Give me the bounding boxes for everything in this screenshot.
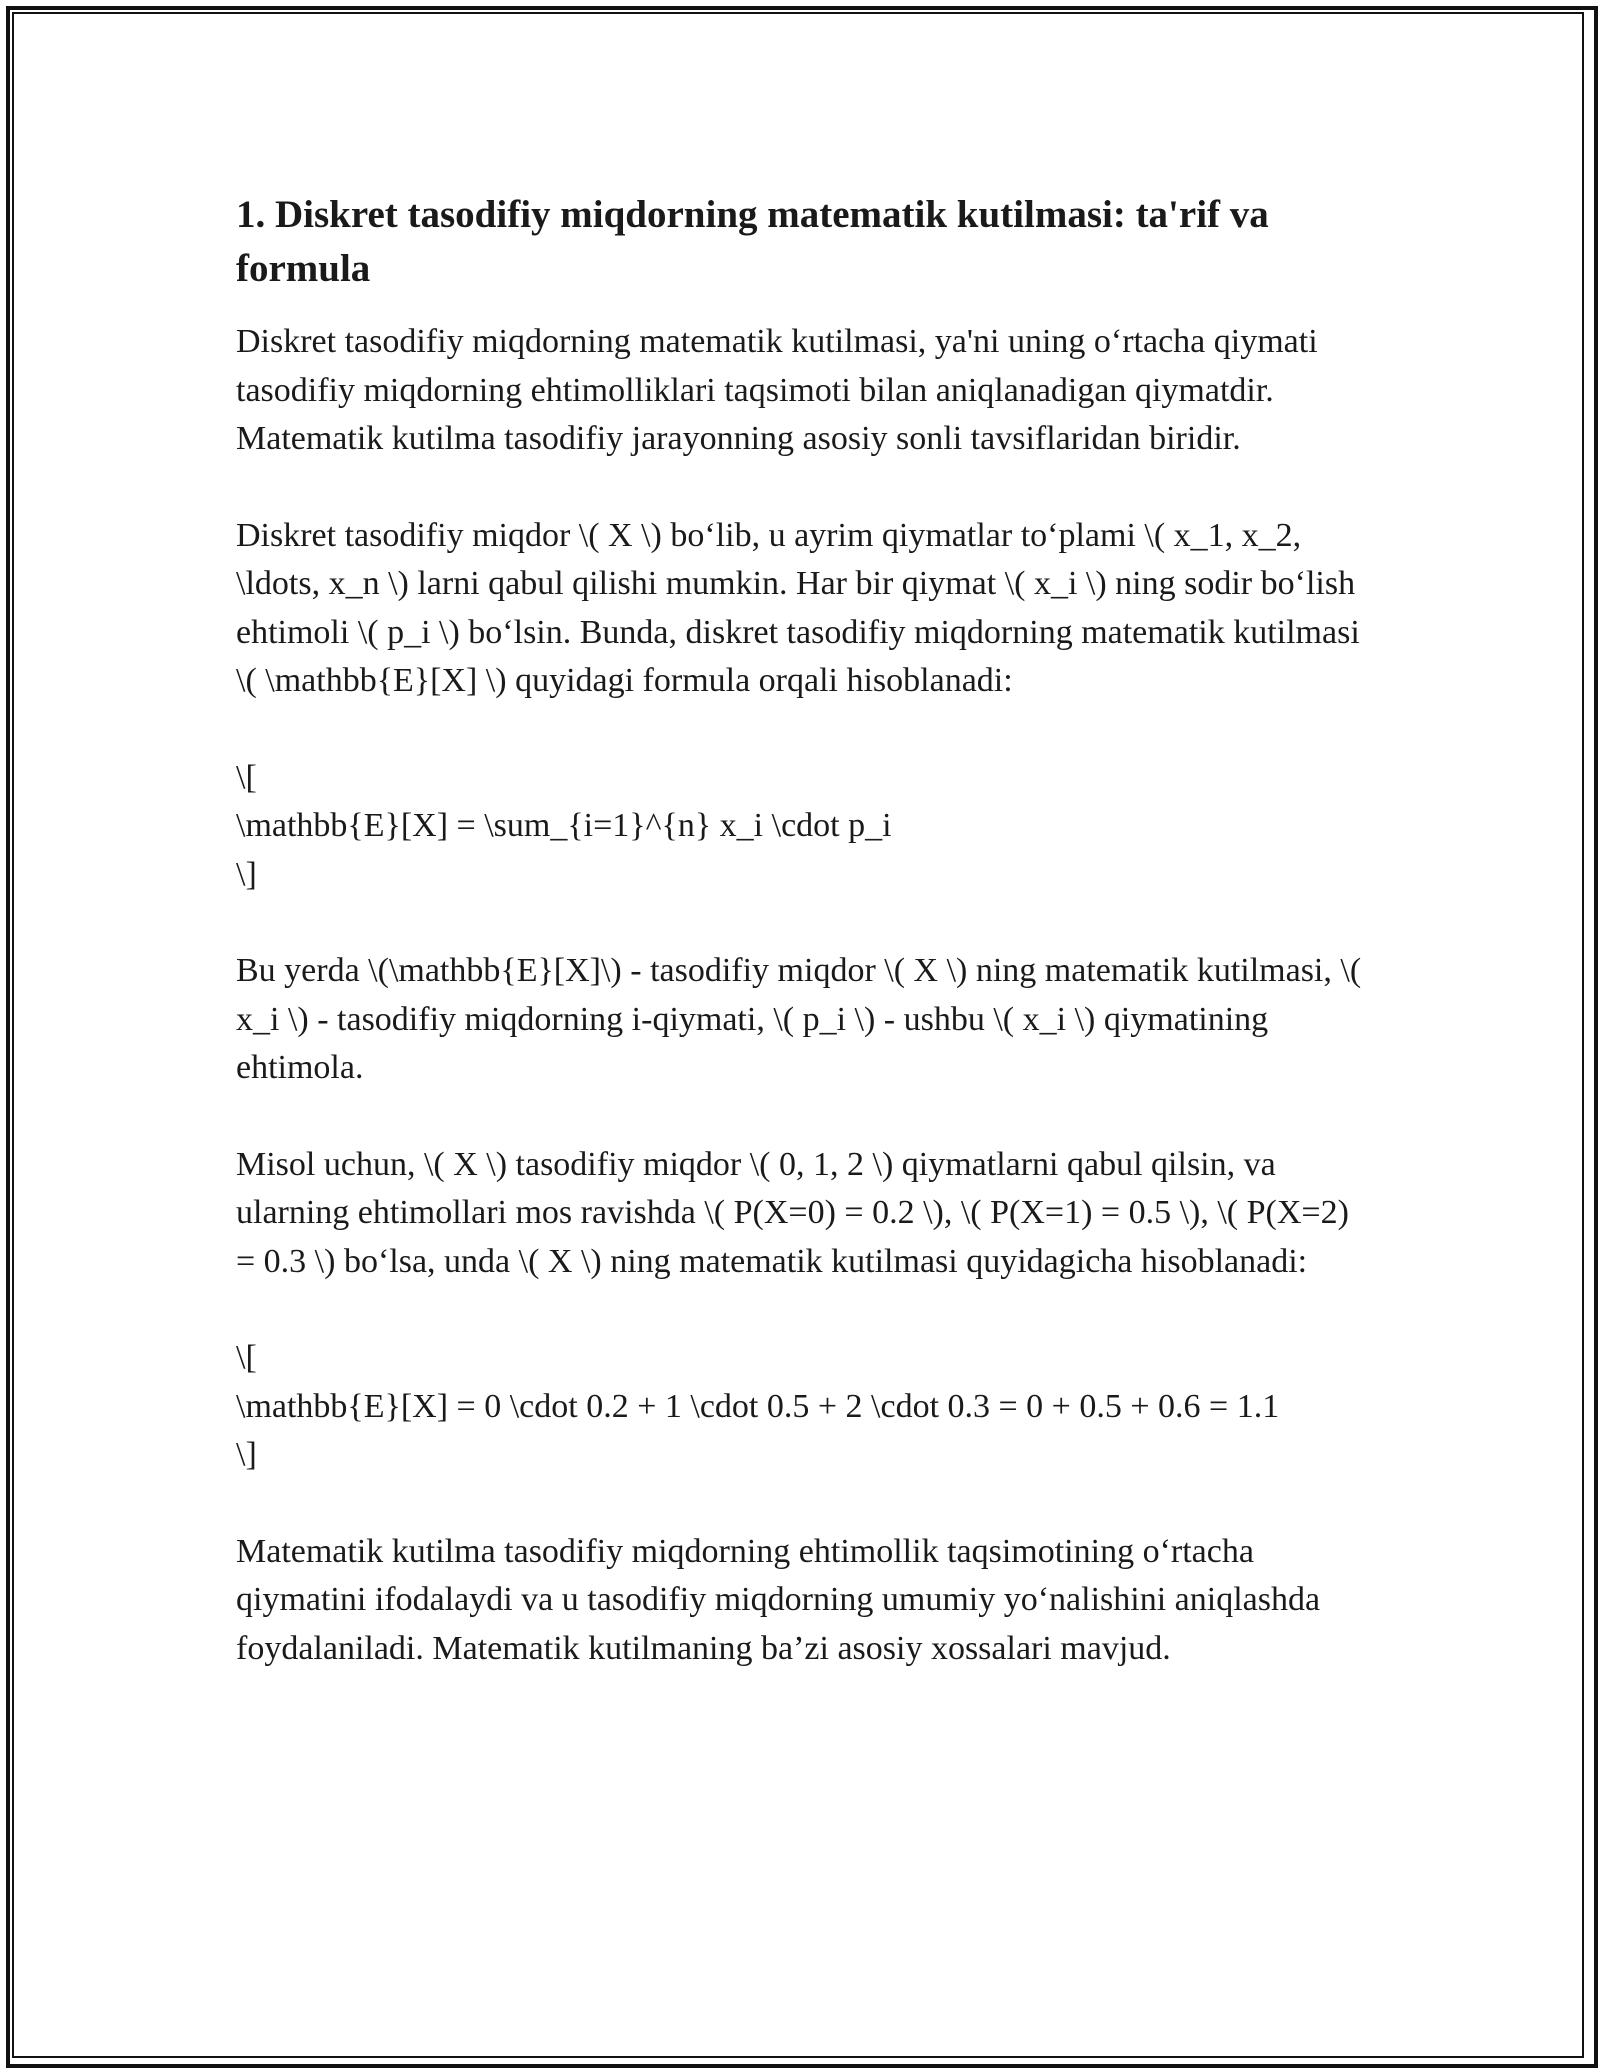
formula-example: \[ \mathbb{E}[X] = 0 \cdot 0.2 + 1 \cdot 0.5 + 2 \cdot 0.3 = 0 + 0.5 + 0.6 = 1.1 \] <box>236 1339 1280 1473</box>
paragraph-explanation: Bu yerda \(\mathbb{E}[X]\) - tasodifiy miqdor \( X \) ning matematik kutilmasi, \( x_i \) - tasodifiy miqdorning i-qiymati, \( p_i \) - ushbu \( x_i \) qiymatining ehtimola. <box>236 952 1362 1086</box>
formula-expectation: \[ \mathbb{E}[X] = \sum_{i=1}^{n} x_i \cdot p_i \] <box>236 758 892 893</box>
paragraph-definition: Diskret tasodifiy miqdorning matematik kutilmasi, ya'ni uning o‘rtacha qiymati tasodifiy miqdorning ehtimolliklari taqsimoti bilan aniqlanadigan qiymatdir. Matematik kutilma tasodifiy jarayonning asosiy sonli tavsiflaridan biridir. <box>236 323 1318 457</box>
paragraph-conclusion: Matematik kutilma tasodifiy miqdorning ehtimollik taqsimotining o‘rtacha qiymatini ifodalaydi va u tasodifiy miqdorning umumiy yo‘nalishini aniqlashda foydalaniladi. Matematik kutilmaning ba’zi asosiy xossalari mavjud. <box>236 1532 1321 1667</box>
paragraph-setup: Diskret tasodifiy miqdor \( X \) bo‘lib, u ayrim qiymatlar to‘plami \( x_1, x_2, \ldots, x_n \) larni qabul qilishi mumkin. Har bir qiymat \( x_i \) ning sodir bo‘lish ehtimoli \( p_i \) bo‘lsin. Bunda, diskret tasodifiy miqdorning matematik kutilmasi \( \mathbb{E}[X] \) quyidagi formula orqali hisoblanadi: <box>236 516 1360 699</box>
paragraph-example: Misol uchun, \( X \) tasodifiy miqdor \( 0, 1, 2 \) qiymatlarni qabul qilsin, va ularning ehtimollari mos ravishda \( P(X=0) = 0.2 \), \( P(X=1) = 0.5 \), \( P(X=2) = 0.3 \) bo‘lsa, unda \( X \) ning matematik kutilmasi quyidagicha hisoblanadi: <box>236 1145 1349 1280</box>
section-heading: 1. Diskret tasodifiy miqdorning matematik kutilmasi: ta'rif va formula <box>236 193 1269 290</box>
document-body <box>236 188 1366 1721</box>
